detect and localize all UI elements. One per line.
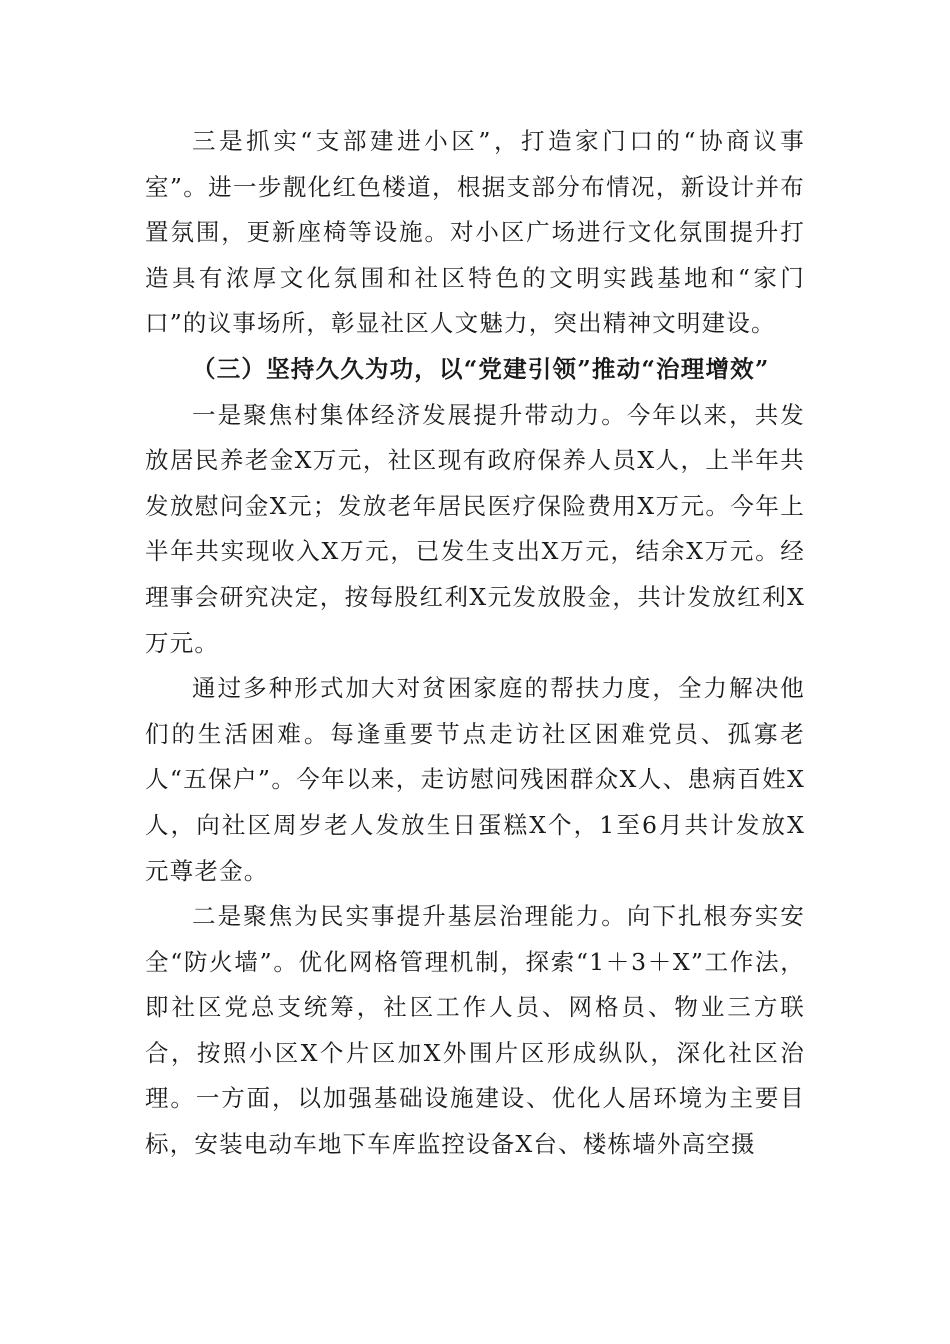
paragraph-collective-economy: 一是聚焦村集体经济发展提升带动力。今年以来，共发放居民养老金X万元，社区现有政府保养人员X人，上半年共发放慰问金X元；发放老年居民医疗保险费用X万元。今年上半年共实现收入X万元，已发生支出X万元，结余X万元。经理事会研究决定，按每股红利X元发放股金，共计发放红利X万元。 [145, 400, 805, 657]
document-body [145, 119, 805, 1168]
paragraph-branch-in-community: 三是抓实“支部建进小区”，打造家门口的“协商议事室”。进一步靓化红色楼道，根据支部分布情况，新设计并布置氛围，更新座椅等设施。对小区广场进行文化氛围提升打造具有浓厚文化氛围和社区特色的文明实践基地和“家门口”的议事场所，彰显社区人文魅力，突出精神文明建设。 [145, 127, 805, 338]
paragraph-grassroots-governance: 二是聚焦为民实事提升基层治理能力。向下扎根夯实安全“防火墙”。优化网格管理机制，探索“1＋3＋X”工作法，即社区党总支统筹，社区工作人员、网格员、物业三方联合，按照小区X个片区加X外围片区形成纵队，深化社区治理。一方面，以加强基础设施建设、优化人居环境为主要目标，安装电动车地下车库监控设备X台、楼栋墙外高空摄 [145, 902, 805, 1159]
section-heading-three: （三）坚持久久为功，以“党建引领”推动“治理增效” [192, 354, 770, 383]
paragraph-poverty-assistance: 通过多种形式加大对贫困家庭的帮扶力度，全力解决他们的生活困难。每逢重要节点走访社区困难党员、孤寡老人“五保户”。今年以来，走访慰问残困群众X人、患病百姓X人，向社区周岁老人发放生日蛋糕X个，1至6月共计发放X元尊老金。 [145, 674, 805, 885]
